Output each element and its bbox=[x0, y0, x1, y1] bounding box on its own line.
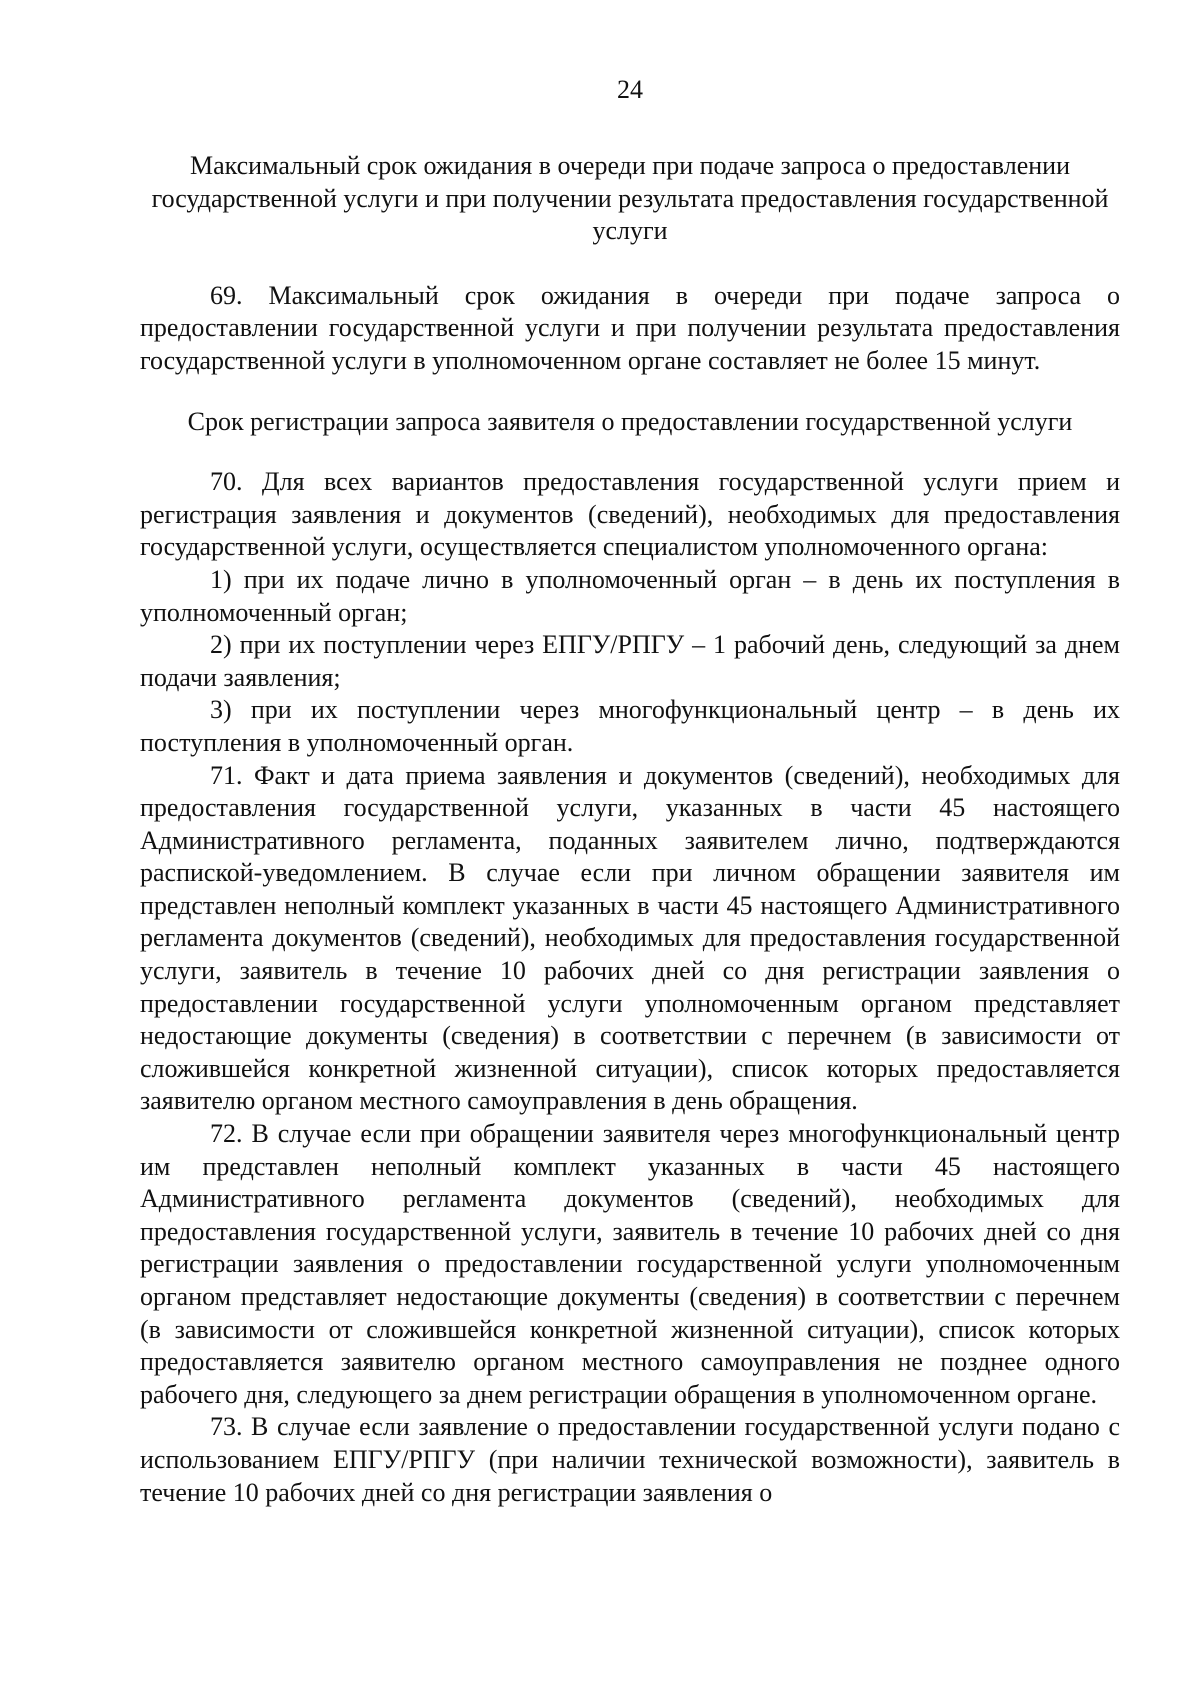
paragraph-73: 73. В случае если заявление о предоставлении государственной услуги подано с использованием ЕПГУ/РПГУ (при наличии технической возможности), заявитель в течение 10 рабочих дней со дня регистрации заявления о bbox=[140, 1412, 1120, 1507]
spacer bbox=[140, 248, 1120, 280]
paragraph-69: 69. Максимальный срок ожидания в очереди при подаче запроса о предоставлении государственной услуги и при получении результата предоставления государственной услуги в уполномоченном органе составляет не более 15 минут. bbox=[140, 280, 1120, 375]
section-heading-registration-time: Срок регистрации запроса заявителя о предоставлении государственной услуги bbox=[187, 406, 1073, 436]
paragraph-70: 70. Для всех вариантов предоставления государственной услуги прием и регистрация заявления и документов (сведений), необходимых для предоставления государственной услуги, осуществляется специалистом уполномоченного органа: bbox=[140, 467, 1120, 562]
page-number: 24 bbox=[617, 75, 643, 104]
paragraph-70-item-2: 2) при их поступлении через ЕПГУ/РПГУ – 1 рабочий день, следующий за днем подачи заявления; bbox=[140, 630, 1120, 692]
spacer bbox=[140, 438, 1120, 466]
section-heading-waiting-time: Максимальный срок ожидания в очереди при подаче запроса о предоставлении государственной услуги и при получении результата предоставления государственной услуги bbox=[151, 151, 1109, 246]
page-content bbox=[140, 150, 1120, 1509]
paragraph-70-item-1: 1) при их подаче лично в уполномоченный орган – в день их поступления в уполномоченный орган; bbox=[140, 564, 1120, 627]
paragraph-72: 72. В случае если при обращении заявителя через многофункциональный центр им представлен неполный комплект указанных в части 45 настоящего Административного регламента документов (сведений), необходимых для предоставления государственной услуги, заявитель в течение 10 рабочих дней со дня регистрации заявления о предоставлении государственной услуги уполномоченным органом представляет недостающие документы (сведения) в соответствии с перечнем (в зависимости от сложившейся конкретной жизненной ситуации), список которых предоставляется заявителю органом местного самоуправления не позднее одного рабочего дня, следующего за днем регистрации обращения в уполномоченном органе. bbox=[140, 1119, 1120, 1409]
spacer bbox=[140, 378, 1120, 406]
paragraph-70-item-3: 3) при их поступлении через многофункциональный центр – в день их поступления в уполномоченный орган. bbox=[140, 695, 1120, 757]
paragraph-71: 71. Факт и дата приема заявления и документов (сведений), необходимых для предоставления государственной услуги, указанных в части 45 настоящего Административного регламента, поданных заявителем лично, подтверждаются распиской-уведомлением. В случае если при личном обращении заявителя им представлен неполный комплект указанных в части 45 настоящего Административного регламента документов (сведений), необходимых для предоставления государственной услуги, заявитель в течение 10 рабочих дней со дня регистрации заявления о предоставлении государственной услуги уполномоченным органом представляет недостающие документы (сведения) в соответствии с перечнем (в зависимости от сложившейся конкретной жизненной ситуации), список которых предоставляется заявителю органом местного самоуправления в день обращения. bbox=[140, 760, 1120, 1116]
